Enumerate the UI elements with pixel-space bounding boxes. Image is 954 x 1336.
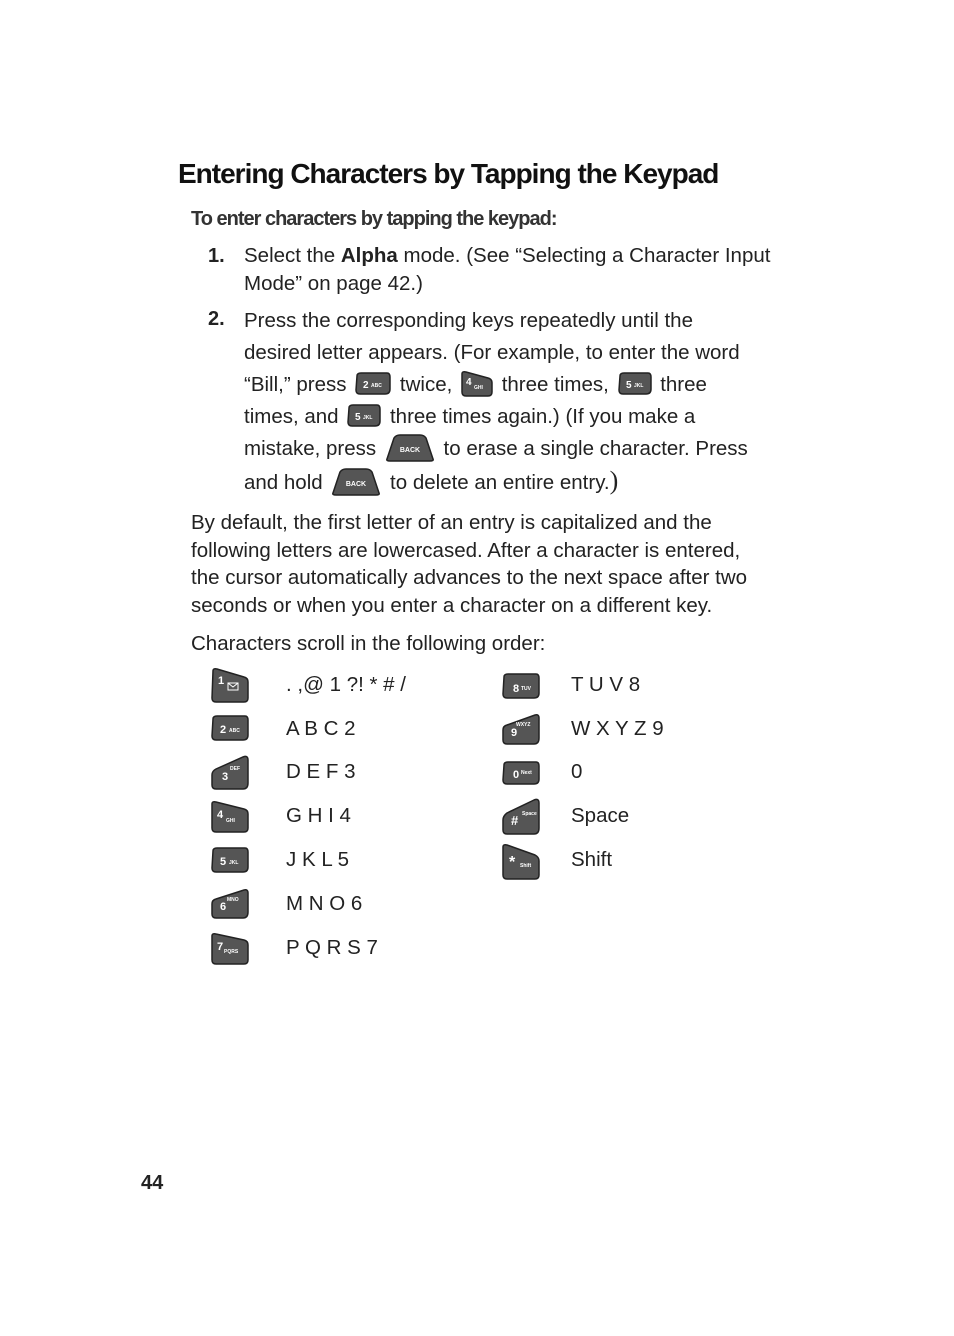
key-label: 3	[222, 771, 229, 783]
key-pound-icon	[501, 798, 541, 834]
key-6-icon	[210, 886, 250, 922]
page-number: 44	[141, 1172, 164, 1194]
char-list: . ,@ 1 ?! * # /	[286, 673, 406, 696]
key-sublabel: JKL	[363, 414, 373, 421]
key-sublabel: WXYZ	[516, 722, 531, 728]
scroll-order-intro: Characters scroll in the following order:	[191, 632, 546, 655]
char-list: J K L 5	[286, 848, 350, 871]
back-key-icon	[384, 433, 436, 463]
key-label: 5	[625, 379, 632, 391]
key-sublabel: Next	[521, 770, 532, 776]
key-label: 4	[217, 809, 224, 821]
key-label: 2	[363, 379, 369, 391]
char-list: Shift	[571, 848, 613, 871]
step-text-fragment: to delete an entire entry.	[384, 471, 610, 494]
step-text-fragment: “Bill,” press	[244, 373, 353, 396]
step-text-fragment: and hold	[244, 471, 329, 494]
step-text-fragment: desired letter appears. (For example, to enter the word	[244, 341, 740, 364]
key-label: 9	[511, 727, 518, 739]
key-label: 6	[220, 901, 227, 913]
key-sublabel: JKL	[229, 860, 239, 866]
step-text-fragment: mistake, press	[244, 437, 382, 460]
key-sublabel: Shift	[520, 863, 532, 869]
key-label: 2	[220, 724, 227, 736]
char-list: Space	[571, 804, 630, 827]
key-sublabel: ABC	[229, 728, 240, 734]
key-5-icon	[210, 846, 250, 882]
char-list: A B C 2	[286, 717, 356, 740]
paragraph-line: seconds or when you enter a character on a different key.	[191, 593, 713, 617]
char-list: G H I 4	[286, 804, 351, 827]
key-2-icon	[210, 714, 250, 750]
step-1-text	[244, 242, 804, 298]
default-capitalization-paragraph	[191, 509, 791, 619]
key-label: BACK	[346, 480, 367, 488]
key-label: 4	[466, 376, 472, 388]
key-1-icon	[210, 668, 250, 704]
char-list: W X Y Z 9	[571, 717, 664, 740]
step-2-text	[244, 305, 804, 497]
key-label: 0	[513, 769, 520, 781]
key-sublabel: GHI	[474, 384, 483, 391]
paragraph-line: following letters are lowercased. After a character is entered,	[191, 538, 741, 562]
key-sublabel: ABC	[371, 382, 383, 389]
char-list: D E F 3	[286, 760, 356, 783]
key-3-icon	[210, 755, 250, 791]
step-text-fragment: to erase a single character. Press	[437, 437, 748, 460]
key-7-icon	[210, 932, 250, 968]
key-5-icon	[346, 403, 382, 429]
step-text-fragment: Mode” on page 42.)	[244, 272, 423, 295]
key-sublabel: GHI	[226, 818, 235, 824]
key-5-icon	[617, 371, 653, 397]
key-label: 8	[513, 683, 520, 695]
key-8-icon	[501, 672, 541, 708]
key-sublabel: DEF	[230, 766, 240, 772]
key-label: 5	[355, 411, 361, 423]
step-text-fragment: three times again.) (If you make a	[384, 405, 696, 428]
closing-paren: )	[609, 466, 619, 495]
key-sublabel: TUV	[521, 686, 531, 692]
key-4-icon	[210, 800, 250, 836]
step-text-fragment: mode. (See “Selecting a Character Input	[397, 244, 771, 267]
char-list: 0	[571, 760, 583, 783]
key-0-icon	[501, 760, 541, 796]
step-number: 2.	[208, 308, 225, 330]
key-4-icon	[460, 370, 494, 398]
char-list: P Q R S 7	[286, 936, 378, 959]
char-list: T U V 8	[571, 673, 641, 696]
key-label: 7	[217, 941, 224, 953]
key-sublabel: MNO	[227, 897, 239, 903]
key-sublabel: JKL	[633, 382, 643, 389]
step-text-fragment: three	[654, 373, 707, 396]
key-9-icon	[501, 712, 541, 748]
paragraph-line: the cursor automatically advances to the next space after two	[191, 566, 748, 589]
back-key-icon	[330, 467, 382, 497]
paragraph-line: By default, the first letter of an entry is capitalized and the	[191, 511, 712, 534]
step-text-fragment: Select the	[244, 244, 341, 267]
key-label: 5	[220, 856, 227, 868]
key-sublabel: Space	[522, 811, 537, 817]
step-text-fragment: twice,	[394, 373, 459, 396]
key-sublabel: PQRS	[224, 949, 239, 955]
key-label: 1	[218, 675, 225, 687]
char-list: M N O 6	[286, 892, 363, 915]
step-number: 1.	[208, 245, 225, 267]
step-text-fragment: times, and	[244, 405, 345, 428]
procedure-heading: To enter characters by tapping the keypad:	[191, 208, 557, 230]
key-label: *	[509, 854, 516, 871]
key-label: #	[511, 813, 519, 828]
key-star-icon	[501, 843, 541, 879]
page-title: Entering Characters by Tapping the Keypad	[178, 158, 719, 189]
step-text-fragment: three times,	[496, 373, 615, 396]
mode-name: Alpha	[340, 244, 398, 267]
key-2-icon	[354, 371, 392, 397]
step-text-fragment: Press the corresponding keys repeatedly until the	[244, 309, 693, 332]
key-label: BACK	[399, 446, 420, 454]
